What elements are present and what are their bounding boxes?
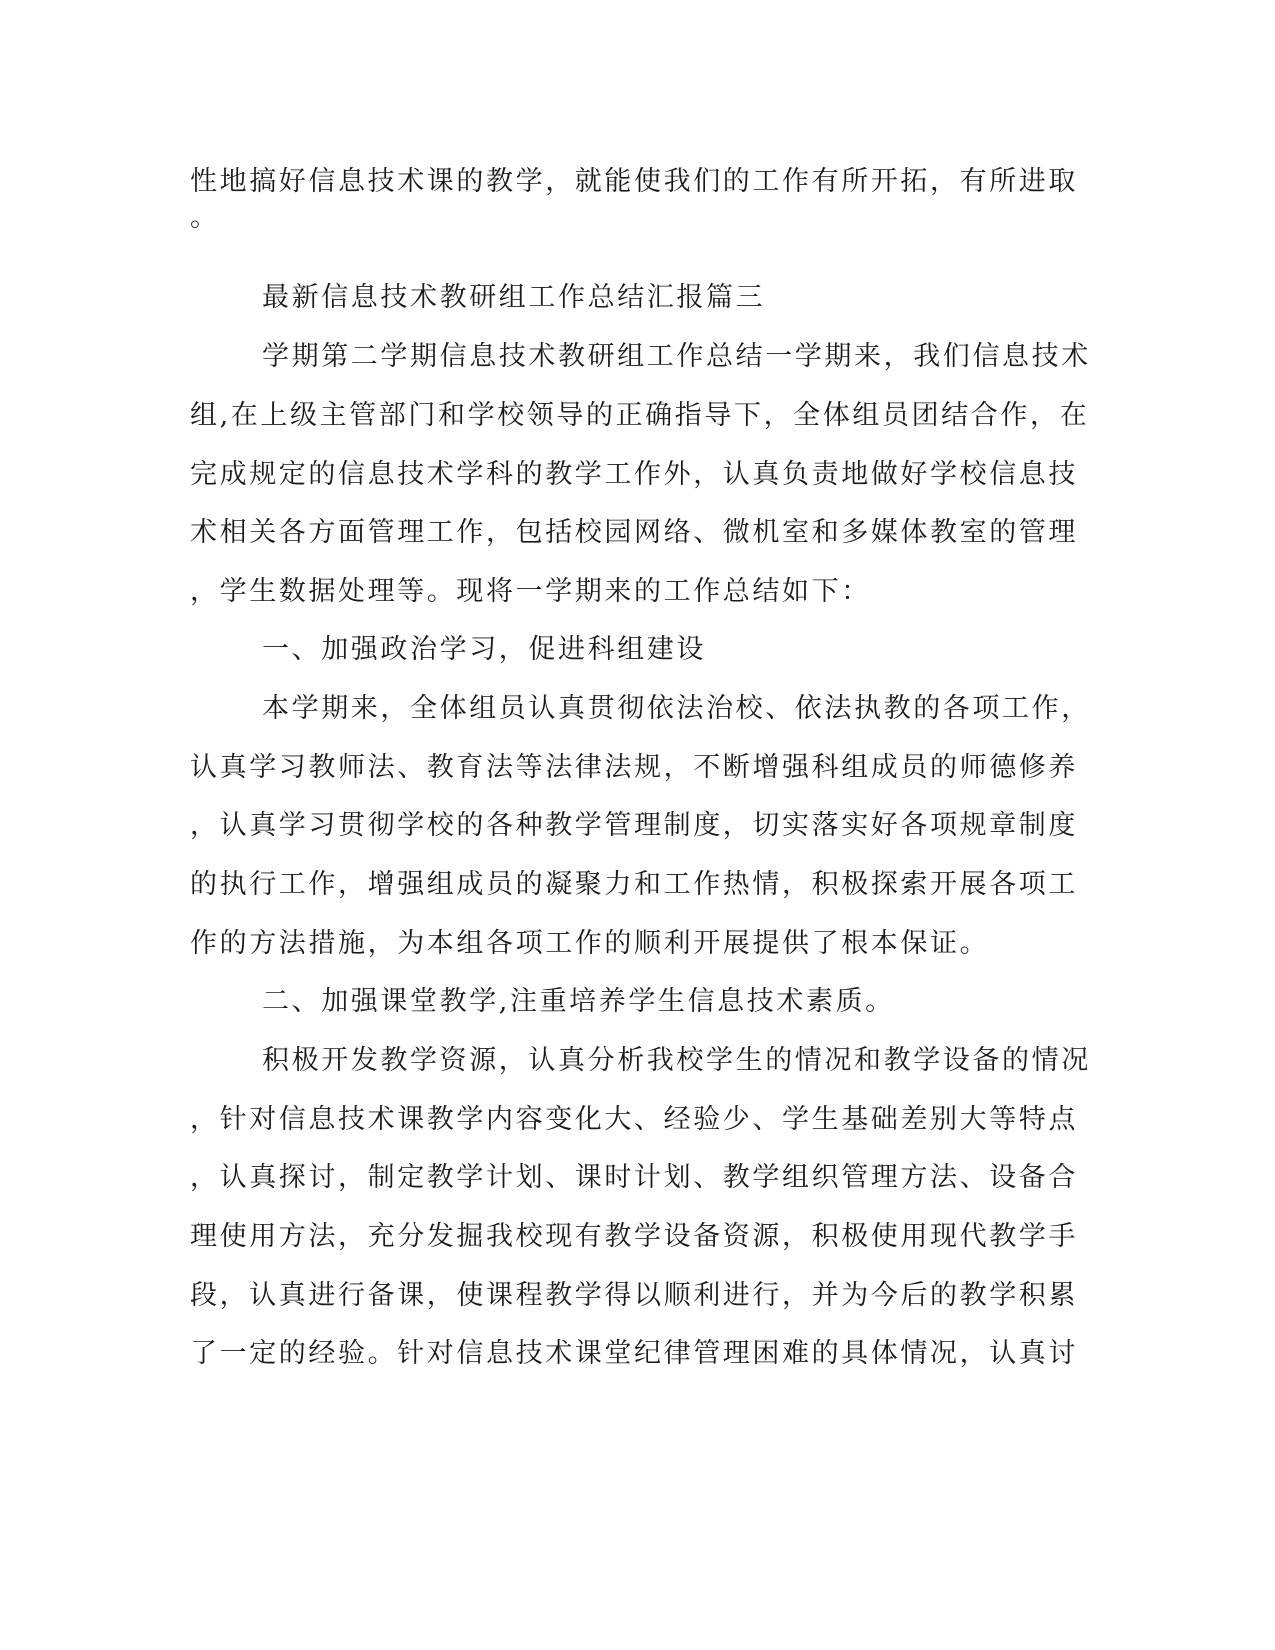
text-line: 术相关各方面管理工作，包括校园网络、微机室和多媒体教室的管理 (190, 517, 1078, 548)
text-line: 的执行工作，增强组成员的凝聚力和工作热情，积极探索开展各项工 (190, 869, 1078, 900)
text-line: 本学期来，全体组员认真贯彻依法治校、依法执教的各项工作， (262, 693, 1091, 724)
text-line: ，认真探讨，制定教学计划、课时计划、教学组织管理方法、设备合 (190, 1162, 1078, 1193)
text-line: 。 (190, 202, 220, 233)
text-line: ，针对信息技术课教学内容变化大、经验少、学生基础差别大等特点 (190, 1104, 1078, 1135)
text-line: 完成规定的信息技术学科的教学工作外，认真负责地做好学校信息技 (190, 459, 1078, 490)
text-line: 认真学习教师法、教育法等法律法规，不断增强科组成员的师德修养 (190, 752, 1078, 783)
text-line: ，学生数据处理等。现将一学期来的工作总结如下： (190, 576, 871, 607)
text-line: 段，认真进行备课，使课程教学得以顺利进行，并为今后的教学积累 (190, 1280, 1078, 1311)
text-line: 组,在上级主管部门和学校领导的正确指导下，全体组员团结合作，在 (190, 400, 1090, 431)
text-line: 学期第二学期信息技术教研组工作总结一学期来，我们信息技术 (262, 341, 1091, 372)
text-line: 积极开发教学资源，认真分析我校学生的情况和教学设备的情况 (262, 1045, 1091, 1076)
text-line: 性地搞好信息技术课的教学，就能使我们的工作有所开拓，有所进取 (190, 166, 1078, 197)
text-line: 了一定的经验。针对信息技术课堂纪律管理困难的具体情况，认真讨 (190, 1338, 1078, 1369)
section-title: 最新信息技术教研组工作总结汇报篇三 (262, 282, 766, 313)
section-heading: 一、加强政治学习，促进科组建设 (262, 634, 706, 665)
text-line: 理使用方法，充分发掘我校现有教学设备资源，积极使用现代教学手 (190, 1221, 1078, 1252)
text-line: ，认真学习贯彻学校的各种教学管理制度，切实落实好各项规章制度 (190, 810, 1078, 841)
section-heading: 二、加强课堂教学,注重培养学生信息技术素质。 (262, 986, 895, 1017)
text-line: 作的方法措施，为本组各项工作的顺利开展提供了根本保证。 (190, 928, 990, 959)
